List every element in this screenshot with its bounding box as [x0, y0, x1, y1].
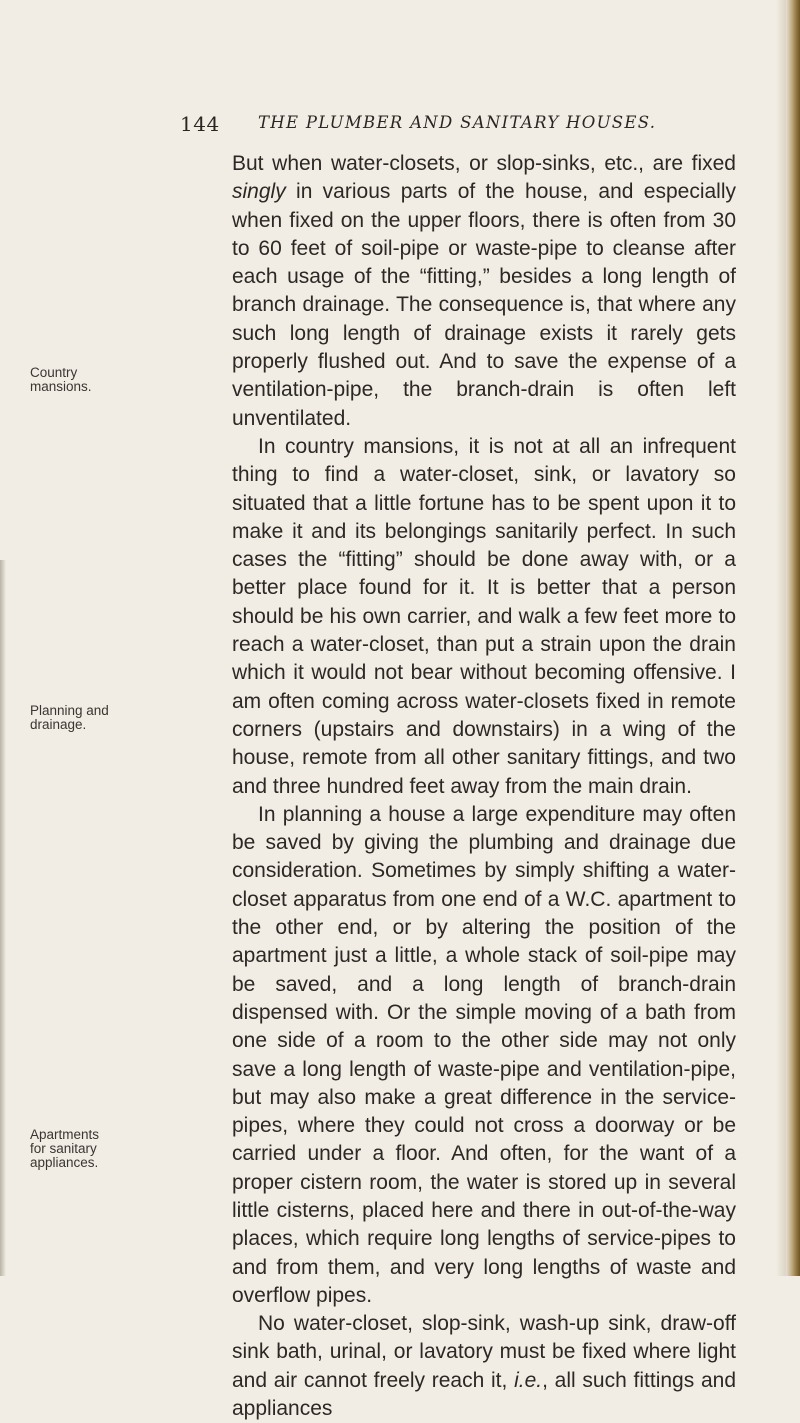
page-header	[180, 112, 657, 142]
emphasis-text: i.e.	[514, 1368, 543, 1392]
sidenote-line: mansions.	[30, 379, 92, 394]
binding-gutter	[0, 560, 6, 1276]
paragraph-text: No water-closet, slop-sink, wash-up sink, draw-off sink bath, urinal, or lavatory must be fixed where light and air cannot freely reach it,	[232, 1312, 736, 1392]
paragraph: In planning a house a large expenditure may often be saved by giving the plumbing and drainage due consideration. Sometimes by simply shifting a water-closet apparatus from one end of a W.C. apartment to the other end, or by altering the position of the apartment just a little, a whole stack of soil-pipe may be saved, and a long length of branch-drain dispensed with. Or the simple moving of a bath from one side of a room to the other side may not only save a long length of waste-pipe and ventilation-pipe, but may also make a great difference in the service-pipes, where they could not cross a doorway or be carried under a floor. And often, for the want of a proper cistern room, the water is stored up in several little cisterns, placed here and there in out-of-the-way places, which require long lengths of service-pipes to and from them, and very long lengths of waste and overflow pipes.	[232, 802, 736, 1307]
sidenote-line: Apartments	[30, 1127, 100, 1142]
paragraph-text: , all such fittings and appliances	[232, 1368, 736, 1421]
running-title: THE PLUMBER AND SANITARY HOUSES.	[258, 113, 657, 132]
sidenote-line: drainage.	[30, 717, 87, 732]
sidenote-planning-drainage	[30, 704, 128, 732]
paragraph	[232, 150, 736, 433]
page-number: 144	[180, 112, 220, 136]
paragraph	[232, 1310, 736, 1423]
emphasis-text: singly	[232, 180, 286, 204]
sidenote-line: Planning and	[30, 703, 109, 718]
paragraph-text: in various parts of the house, and especially when fixed on the upper floors, there is often from 30 to 60 feet of soil-pipe or waste-pipe to cleanse after each usage of the “fitting,” besides a long length of branch drainage. The consequence is, that where any such long length of drainage exists it rarely gets properly flushed out. And to save the expense of a ventilation-pipe, the branch-drain is often left unventilated.	[232, 180, 736, 430]
book-page-edge	[786, 0, 800, 1276]
sidenote-line: appliances.	[30, 1155, 99, 1170]
paragraph-text: But when water-closets, or slop-sinks, etc., are fixed	[232, 152, 736, 175]
paragraph: In country mansions, it is not at all an infrequent thing to find a water-closet, sink, or lavatory so situated that a little fortune has to be spent upon it to make it and its belongings sanitarily perfect. In such cases the “fitting” should be done away with, or a better place found for it. It is better that a person should be his own carrier, and walk a few feet more to reach a water-closet, than put a strain upon the drain which it would not bear without becoming offensive. I am often coming across water-closets fixed in remote corners (upstairs and downstairs) in a wing of the house, remote from all other sanitary fittings, and two and three hundred feet away from the main drain.	[232, 434, 736, 798]
body-text	[232, 150, 736, 1423]
sidenote-country-mansions	[30, 366, 128, 394]
sidenote-line: Country	[30, 365, 78, 380]
page-edge-shadow	[776, 0, 786, 1276]
sidenote-line: for sanitary	[30, 1141, 97, 1156]
sidenote-apartments-appliances	[30, 1128, 128, 1170]
